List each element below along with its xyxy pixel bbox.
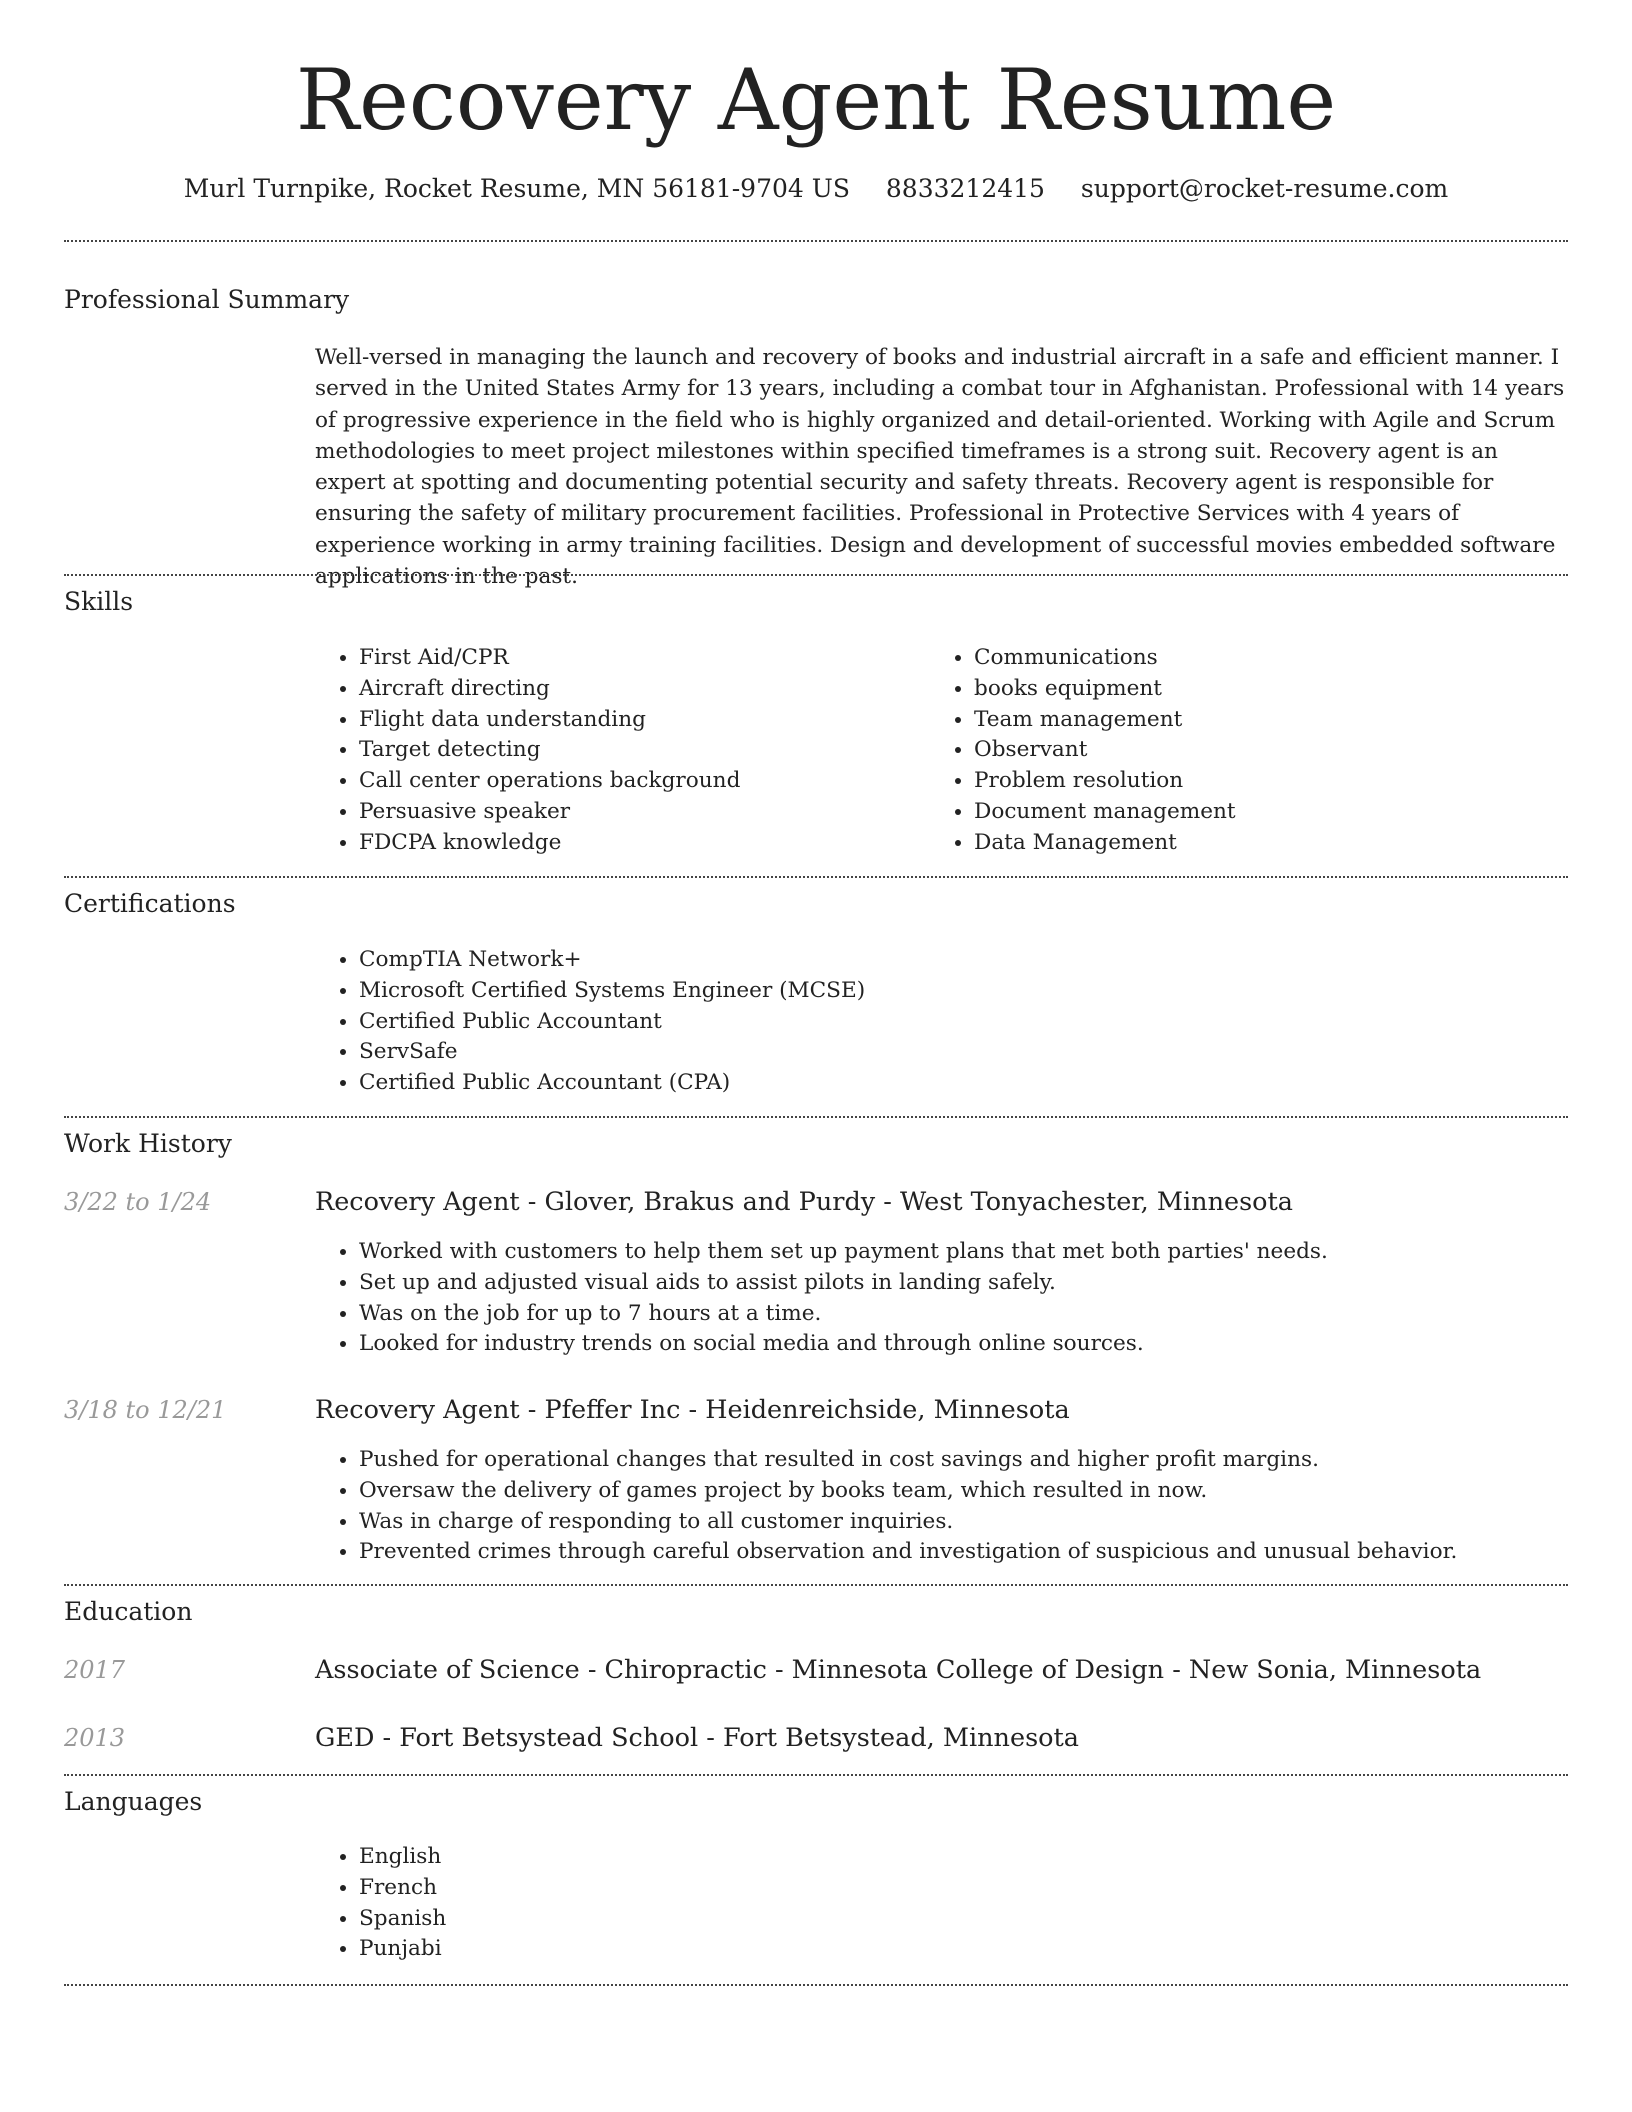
list-item: • CompTIA Network+ [359,945,865,976]
list-item: • English [359,1842,446,1873]
list-item: • Team management [974,705,1236,736]
list-item: • Observant [974,735,1236,766]
summary-text: Well-versed in managing the launch and recovery of books and industrial aircraft in a safe and efficient manner. I served in the United States Army for 13 years, including a combat tour in Afghanistan. Professional with 14 years of progressive experience in the field who is highly organized and detail-oriented. Working with Agile and Scrum methodologies to meet project milestones within specified timeframes is a strong suit. Recovery agent is an expert at spotting and documenting potential security and safety threats. Recovery agent is responsible for ensuring the safety of military procurement facilities. Professional in Protective Services with 4 years of experience working in army training facilities. Design and development of successful movies embedded software applications in the past. [315,345,1565,590]
certifications-heading: Certifications [64,889,236,918]
list-item: • Flight data understanding [359,705,740,736]
work-heading: Work History [64,1129,232,1158]
contact-phone: 8833212415 [885,174,1045,203]
section-divider [64,876,1568,878]
job-dates: 3/22 to 1/24 [64,1188,212,1216]
list-item: • Oversaw the delivery of games project by books team, which resulted in now. [359,1476,1457,1507]
list-item: • ServSafe [359,1037,865,1068]
education-title: GED - Fort Betsystead School - Fort Betsystead, Minnesota [315,1723,1079,1753]
skills-heading: Skills [64,587,134,616]
list-item: • Problem resolution [974,766,1236,797]
list-item: • Document management [974,797,1236,828]
list-item: • FDCPA knowledge [359,828,740,859]
list-item: • Target detecting [359,735,740,766]
languages-heading: Languages [64,1787,203,1816]
list-item: • Was on the job for up to 7 hours at a time. [359,1299,1328,1330]
job-dates: 3/18 to 12/21 [64,1396,227,1424]
list-item: • Persuasive speaker [359,797,740,828]
contact-email: support@rocket-resume.com [1080,174,1449,203]
section-divider [64,574,1568,576]
list-item: • Was in charge of responding to all customer inquiries. [359,1507,1457,1538]
resume-title: Recovery Agent Resume [295,51,1337,149]
section-divider [64,1116,1568,1118]
summary-heading: Professional Summary [64,285,350,314]
list-item: • Punjabi [359,1934,446,1965]
list-item: • Prevented crimes through careful observation and investigation of suspicious and unusual behavior. [359,1537,1457,1568]
section-divider [64,1984,1568,1986]
list-item: • Worked with customers to help them set up payment plans that met both parties' needs. [359,1237,1328,1268]
job-title: Recovery Agent - Glover, Brakus and Purdy - West Tonyachester, Minnesota [315,1187,1293,1217]
education-title: Associate of Science - Chiropractic - Minnesota College of Design - New Sonia, Minnesota [315,1655,1482,1685]
list-item: • Looked for industry trends on social media and through online sources. [359,1329,1328,1360]
list-item: • Call center operations background [359,766,740,797]
section-divider [64,1584,1568,1586]
certifications-list [315,945,865,1099]
list-item: • Communications [974,643,1236,674]
section-divider [64,1774,1568,1776]
education-heading: Education [64,1597,193,1626]
list-item: • Set up and adjusted visual aids to assist pilots in landing safely. [359,1268,1328,1299]
languages-list [315,1842,446,1965]
skills-list-right [930,643,1236,859]
list-item: • Certified Public Accountant [359,1007,865,1038]
contact-address: Murl Turnpike, Rocket Resume, MN 56181-9704 US [183,174,850,203]
list-item: • books equipment [974,674,1236,705]
job-bullets [315,1445,1457,1568]
skills-list-left [315,643,740,859]
list-item: • Spanish [359,1904,446,1935]
list-item: • First Aid/CPR [359,643,740,674]
list-item: • Data Management [974,828,1236,859]
list-item: • French [359,1873,446,1904]
section-divider [64,240,1568,242]
contact-line [0,172,1632,206]
education-year: 2017 [64,1656,126,1684]
list-item: • Pushed for operational changes that resulted in cost savings and higher profit margins. [359,1445,1457,1476]
education-year: 2013 [64,1724,126,1752]
list-item: • Certified Public Accountant (CPA) [359,1068,865,1099]
list-item: • Aircraft directing [359,674,740,705]
list-item: • Microsoft Certified Systems Engineer (MCSE) [359,976,865,1007]
job-bullets [315,1237,1328,1360]
job-title: Recovery Agent - Pfeffer Inc - Heidenreichside, Minnesota [315,1395,1070,1425]
